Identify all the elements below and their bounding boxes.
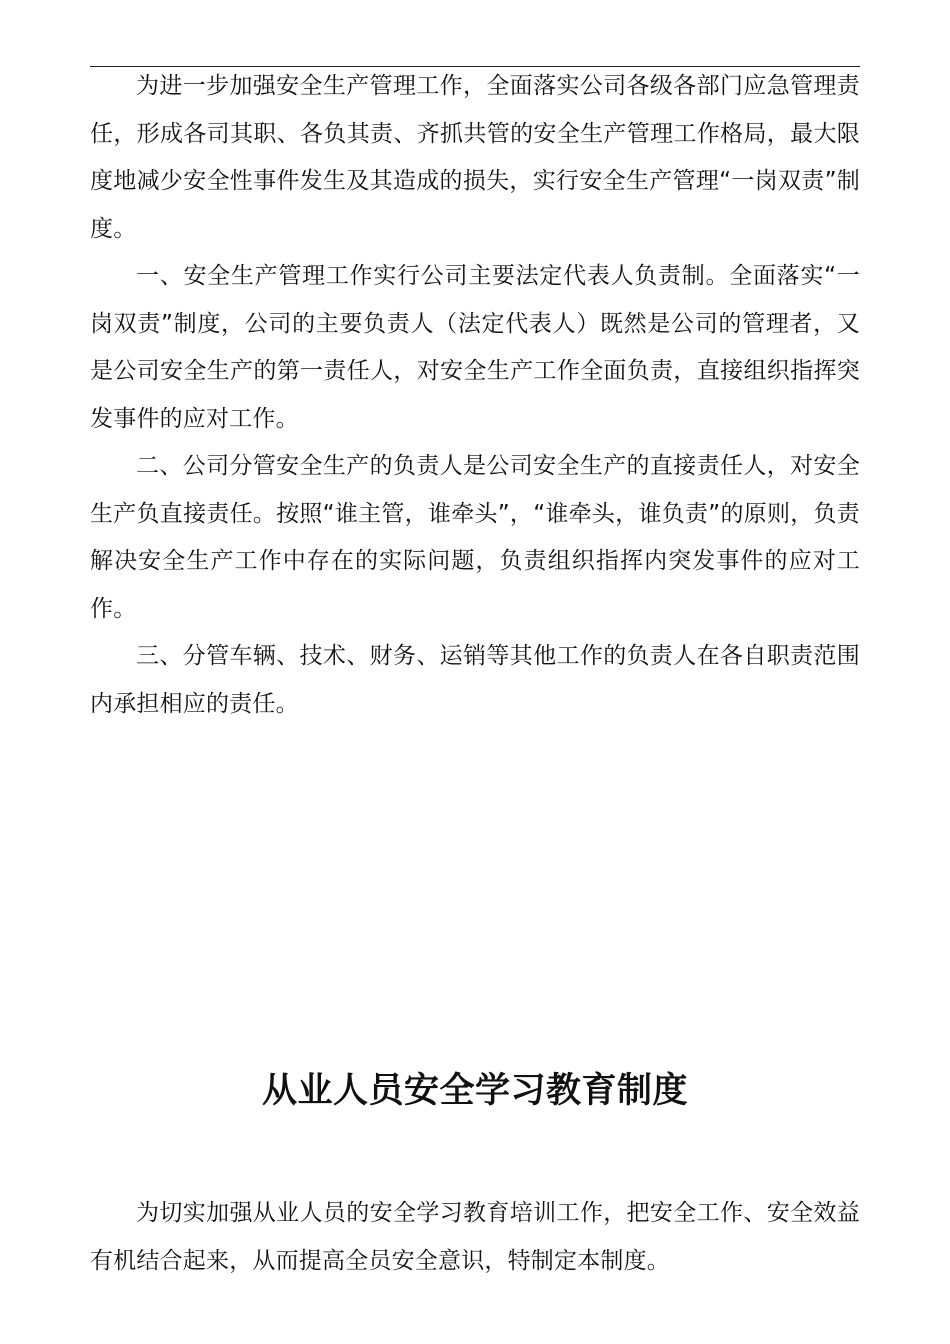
clause-three-paragraph: 三、分管车辆、技术、财务、运销等其他工作的负责人在各自职责范围内承担相应的责任。 <box>90 643 860 717</box>
intro-paragraph: 为进一步加强安全生产管理工作，全面落实公司各级各部门应急管理责任，形成各司其职、各负其责、齐抓共管的安全生产管理工作格局，最大限度地减少安全性事件发生及其造成的损失，实行安全生产管理“一岗双责”制度。 <box>90 73 860 242</box>
education-intro-paragraph: 为切实加强从业人员的安全学习教育培训工作，把安全工作、安全效益有机结合起来，从而提高全员安全意识，特制定本制度。 <box>90 1200 860 1274</box>
clause-one-paragraph: 一、安全生产管理工作实行公司主要法定代表人负责制。全面落实“一岗双责”制度，公司的主要负责人（法定代表人）既然是公司的管理者，又是公司安全生产的第一责任人，对安全生产工作全面负责，直接组织指挥突发事件的应对工作。 <box>90 263 860 432</box>
responsibility-section <box>90 63 860 728</box>
clause-two-paragraph: 二、公司分管安全生产的负责人是公司安全生产的直接责任人，对安全生产负直接责任。按照“谁主管，谁牵头”，“谁牵头，谁负责”的原则，负责解决安全生产工作中存在的实际问题，负责组织指挥内突发事件的应对工作。 <box>90 453 860 622</box>
document-title: 从业人员安全学习教育制度 <box>261 1071 688 1111</box>
education-section <box>90 1190 860 1285</box>
